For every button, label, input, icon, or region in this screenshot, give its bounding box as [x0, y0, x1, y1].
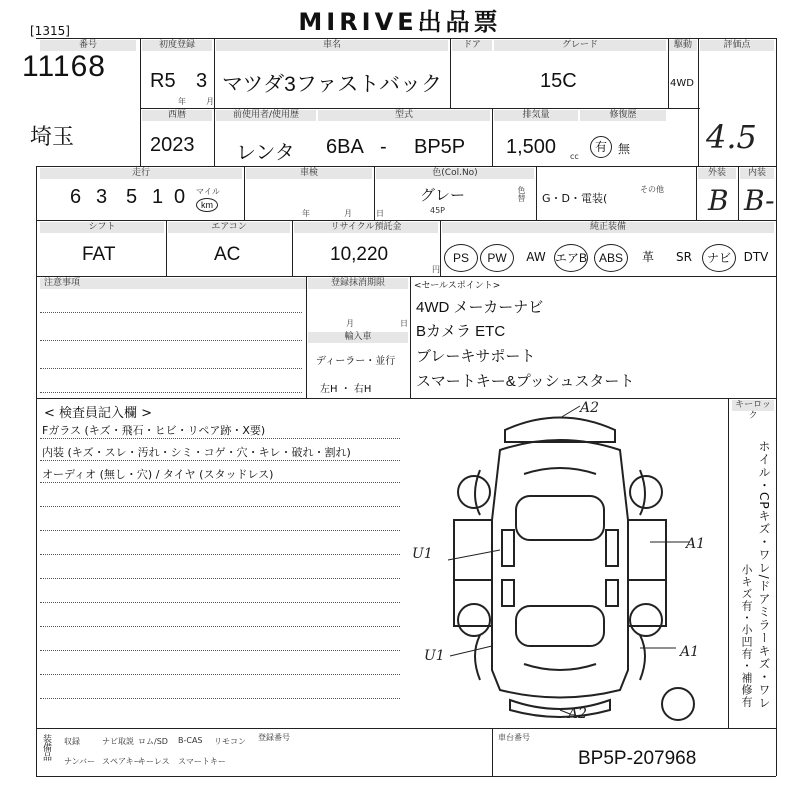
bottom-label-1: ナビ取説	[102, 737, 134, 746]
frame-line	[214, 38, 215, 166]
bottom-label-0: 収録	[64, 737, 80, 746]
lot-small: [1315]	[30, 24, 70, 38]
inspector-rule	[40, 482, 400, 483]
bottom-label-5: ナンバー	[64, 757, 96, 766]
steering: 左H ・ 右H	[320, 384, 372, 395]
equip-7: ナビ	[702, 244, 736, 272]
frame-line	[492, 108, 493, 166]
model-dash: -	[380, 136, 387, 158]
frame-line	[244, 166, 245, 220]
aircon: AC	[214, 244, 241, 265]
equip-4: ABS	[594, 244, 628, 272]
header-no: 番号	[40, 40, 136, 51]
header-year-ad: 西暦	[142, 110, 212, 121]
inspector-rule	[40, 674, 400, 675]
inspector-header: < 検査員記入欄 >	[44, 406, 153, 421]
header-type: 型式	[318, 110, 490, 121]
equip-6: SR	[676, 250, 692, 264]
inspector-line-1: Fガラス (キズ・飛石・ヒビ・リペア跡・X要)	[42, 424, 266, 437]
color: グレー	[420, 187, 466, 204]
header-drive: 駆動	[669, 40, 697, 51]
mark-right-rear: A1	[680, 644, 700, 660]
model-prefix: 6BA	[326, 136, 364, 158]
inspector-rule	[40, 554, 400, 555]
color-label: 色替	[517, 186, 526, 202]
deadline-day: 日	[400, 319, 408, 328]
repair-yes: 有	[590, 136, 612, 158]
frame-line	[698, 38, 699, 166]
frame-line	[166, 220, 167, 276]
mileage-unit-mile: マイル	[196, 187, 220, 196]
bottom-label-6: スペアキー	[102, 757, 142, 766]
grade: 15C	[540, 70, 577, 92]
car-name: マツダ3ファストバック	[222, 73, 442, 96]
bottom-side: 装備品	[41, 734, 51, 761]
inspection-day: 日	[376, 209, 384, 218]
mark-rear: A2	[568, 706, 588, 722]
mark-front: A2	[580, 400, 600, 416]
inspector-rule	[40, 650, 400, 651]
frame-line	[140, 108, 700, 109]
header-recycle: リサイクル預託金	[294, 222, 438, 233]
era: R5	[150, 70, 176, 92]
equip-8: DTV	[743, 250, 769, 264]
mileage-d5: 0	[174, 186, 186, 208]
shift: FAT	[82, 244, 116, 265]
chassis-no-header: 車台番号	[498, 733, 530, 742]
header-aircon: エアコン	[168, 222, 290, 233]
cc-label: cc	[570, 152, 579, 161]
yen: 円	[432, 265, 440, 274]
header-shift: シフト	[40, 222, 164, 233]
paint-other: その他	[640, 185, 664, 194]
mileage-d1: 6	[70, 186, 82, 208]
frame-line	[36, 728, 776, 729]
frame-line	[696, 166, 697, 220]
side-text-2: 小キズ有・小凹有・補修有	[740, 564, 753, 708]
sales-point-3: ブレーキサポート	[416, 348, 536, 365]
month-label: 月	[206, 97, 214, 106]
inspector-rule	[40, 602, 400, 603]
inspector-line-2: 内装 (キズ・スレ・汚れ・シミ・コゲ・穴・キレ・破れ・割れ)	[42, 446, 351, 459]
equip-3: エアB	[554, 244, 588, 272]
frame-line	[738, 166, 739, 220]
import-label: 輸入車	[308, 332, 408, 343]
sales-point-4: スマートキー&プッシュスタート	[416, 373, 635, 390]
bottom-label-3: B-CAS	[178, 736, 203, 745]
header-first-use: 前使用者/使用歴	[216, 110, 316, 121]
int-grade: B-	[744, 184, 775, 217]
prefecture: 埼玉	[30, 124, 75, 149]
inspector-rule	[40, 506, 400, 507]
frame-line	[36, 398, 776, 399]
header-color: 色(Col.No)	[376, 168, 534, 179]
inspector-rule	[40, 438, 400, 439]
keylock-header: キーロック	[732, 400, 774, 411]
frame-line	[440, 220, 441, 276]
header-grade: グレード	[494, 40, 666, 51]
reg-no-header: 登録番号	[258, 733, 290, 742]
notes-line	[40, 340, 302, 341]
frame-line	[292, 220, 293, 276]
displacement: 1,500	[506, 136, 557, 158]
bottom-label-7: キーレス	[138, 757, 170, 766]
inspector-rule	[40, 460, 400, 461]
month: 3	[196, 70, 208, 92]
frame-line	[36, 776, 776, 777]
header-int: 内装	[740, 168, 774, 179]
recycle: 10,220	[330, 244, 389, 265]
frame-line	[36, 276, 776, 277]
header-score: 評価点	[700, 40, 774, 51]
header-displacement: 排気量	[494, 110, 578, 121]
mileage-d2: 3	[96, 186, 108, 208]
frame-line	[36, 220, 776, 221]
frame-line	[36, 166, 776, 167]
notes-line	[40, 368, 302, 369]
drive: 4WD	[670, 78, 694, 89]
header-equip: 純正装備	[442, 222, 774, 233]
frame-line	[776, 38, 777, 776]
frame-line	[36, 38, 776, 39]
ext-grade: B	[708, 184, 729, 217]
mark-left-rear: U1	[424, 648, 445, 664]
dealer: ディーラー・並行	[316, 356, 396, 367]
lot-number: 11168	[22, 50, 106, 83]
paint-options: G・D・電装(	[542, 192, 608, 205]
inspector-rule	[40, 626, 400, 627]
header-reg-deadline: 登録抹消期限	[308, 278, 408, 289]
frame-line	[36, 166, 37, 776]
mileage-d3: 5	[126, 186, 138, 208]
header-doors: ドア	[452, 40, 492, 51]
chassis-number: BP5P-207968	[578, 748, 697, 769]
year: 2023	[150, 134, 195, 156]
equip-2: AW	[526, 250, 546, 264]
form-title: MIRIVE出品票	[298, 8, 502, 36]
notes-line	[40, 312, 302, 313]
frame-line	[306, 276, 307, 398]
header-options: 注意事項	[40, 278, 306, 289]
year-label: 年	[178, 97, 186, 106]
sales-point-1: 4WD メーカーナビ	[416, 299, 544, 316]
sales-point-2: Bカメラ ETC	[416, 323, 506, 340]
score-value: 4.5	[706, 118, 757, 156]
car-diagram	[440, 400, 730, 726]
equip-5: 革	[641, 250, 654, 264]
frame-line	[140, 38, 141, 166]
repair-no: 無	[618, 142, 631, 156]
inspection-month: 月	[344, 209, 352, 218]
color-no: 45P	[430, 206, 446, 215]
equip-1: PW	[480, 244, 514, 272]
frame-line	[492, 728, 493, 776]
inspector-rule	[40, 698, 400, 699]
header-first-reg: 初度登録	[142, 40, 212, 51]
header-car-name: 車名	[216, 40, 448, 51]
deadline-month: 月	[346, 319, 354, 328]
inspector-line-3: オーディオ (無し・穴) / タイヤ (スタッドレス)	[42, 468, 274, 481]
usage: レンタ	[236, 142, 295, 164]
equip-0: PS	[444, 244, 478, 272]
header-inspection: 車検	[246, 168, 372, 179]
bottom-label-4: リモコン	[214, 737, 246, 746]
frame-line	[450, 38, 451, 108]
mark-left-front: U1	[412, 546, 433, 562]
mileage-d4: 1	[152, 186, 164, 208]
header-mileage: 走行	[40, 168, 242, 179]
mark-right-front: A1	[686, 536, 706, 552]
frame-line	[536, 166, 537, 220]
inspection-year: 年	[302, 209, 310, 218]
inspector-rule	[40, 530, 400, 531]
header-ext: 外装	[698, 168, 736, 179]
bottom-label-8: スマートキー	[178, 757, 226, 766]
mileage-unit-km: km	[196, 198, 218, 212]
inspector-rule	[40, 578, 400, 579]
frame-line	[374, 166, 375, 220]
sales-points-header: <セールスポイント>	[414, 281, 501, 291]
model-code: BP5P	[414, 136, 466, 158]
frame-line	[410, 276, 411, 398]
header-hist: 修復歴	[580, 110, 666, 121]
bottom-label-2: ロム/SD	[138, 737, 168, 746]
notes-line	[40, 392, 302, 393]
side-text: ホイル・CPキズ・ワレ/ドアミラーキズ・ワレ	[757, 440, 771, 710]
